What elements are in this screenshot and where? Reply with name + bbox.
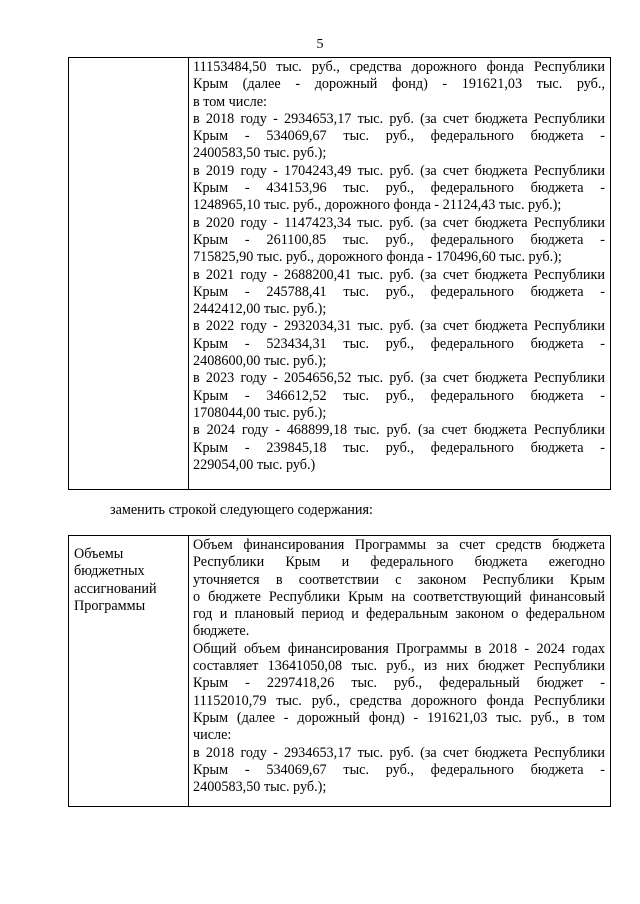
text-line: Крым - 261100,85 тыс. руб., федерального бюджета -: [193, 231, 605, 248]
text-line: Крым - 239845,18 тыс. руб., федерального бюджета -: [193, 439, 605, 456]
text-line: в 2022 году - 2932034,31 тыс. руб. (за счет бюджета Республики: [193, 318, 605, 335]
table-label-cell: [69, 536, 189, 807]
text-line: Крым - 534069,67 тыс. руб., федерального бюджета -: [193, 128, 605, 145]
replacement-intro-text: заменить строкой следующего содержания:: [110, 502, 373, 518]
text-line: о бюджете Республики Крым на соответствующий финансовый: [193, 588, 605, 605]
text-line: в 2021 году - 2688200,41 тыс. руб. (за счет бюджета Республики: [193, 266, 605, 283]
label-line: ассигнований: [74, 580, 157, 597]
text-line: в 2019 году - 1704243,49 тыс. руб. (за счет бюджета Республики: [193, 162, 605, 179]
text-line: 229054,00 тыс. руб.): [193, 456, 316, 473]
text-line: в 2023 году - 2054656,52 тыс. руб. (за счет бюджета Республики: [193, 370, 605, 387]
text-line: Крым - 346612,52 тыс. руб., федерального бюджета -: [193, 387, 605, 404]
text-line: 2442412,00 тыс. руб.);: [193, 301, 327, 318]
text-line: Крым - 434153,96 тыс. руб., федерального бюджета -: [193, 180, 605, 197]
text-line: Республики Крым и федерального бюджета ежегодно: [193, 554, 605, 571]
text-line: числе:: [193, 727, 232, 744]
table-label: [69, 536, 188, 615]
funding-text: [189, 58, 610, 474]
funding-table-new: [68, 535, 611, 807]
text-line: Крым (далее - дорожный фонд) - 191621,03 тыс. руб., в том: [193, 709, 605, 726]
table-row: [69, 536, 611, 807]
text-line: составляет 13641050,08 тыс. руб., из них бюджет Республики: [193, 658, 605, 675]
text-line: Крым - 245788,41 тыс. руб., федерального бюджета -: [193, 283, 605, 300]
text-line: Объем финансирования Программы за счет средств бюджета: [193, 537, 605, 553]
text-line: 11153484,50 тыс. руб., средства дорожного фонда Республики: [193, 59, 605, 75]
text-line: в 2018 году - 2934653,17 тыс. руб. (за счет бюджета Республики: [193, 110, 605, 127]
text-line: Крым - 2297418,26 тыс. руб., федеральный бюджет -: [193, 675, 605, 692]
funding-text: [189, 536, 610, 796]
label-line: Объемы: [74, 546, 124, 562]
table-label-cell: [69, 58, 189, 490]
text-line: в том числе:: [193, 93, 267, 110]
text-line: 1248965,10 тыс. руб., дорожного фонда - 21124,43 тыс. руб.);: [193, 197, 562, 214]
text-line: бюджете.: [193, 623, 250, 640]
text-line: 2400583,50 тыс. руб.);: [193, 145, 327, 162]
label-line: бюджетных: [74, 563, 145, 580]
table-row: [69, 58, 611, 490]
text-line: 715825,90 тыс. руб., дорожного фонда - 170496,60 тыс. руб.);: [193, 249, 562, 266]
text-line: Крым - 534069,67 тыс. руб., федерального бюджета -: [193, 761, 605, 778]
page-number: 5: [316, 37, 324, 52]
text-line: Общий объем финансирования Программы в 2018 - 2024 годах: [193, 640, 605, 657]
table-label: [69, 58, 188, 68]
text-line: 2400583,50 тыс. руб.);: [193, 779, 327, 796]
text-line: в 2020 году - 1147423,34 тыс. руб. (за счет бюджета Республики: [193, 214, 605, 231]
text-line: 2408600,00 тыс. руб.);: [193, 353, 327, 370]
text-line: в 2024 году - 468899,18 тыс. руб. (за счет бюджета Республики: [193, 422, 605, 439]
text-line: 1708044,00 тыс. руб.);: [193, 404, 327, 421]
text-line: Крым (далее - дорожный фонд) - 191621,03 тыс. руб.,: [193, 76, 605, 93]
text-line: уточняется в соответствии с законом Республики Крым: [193, 571, 605, 588]
table-content-cell: [189, 58, 611, 490]
text-line: Крым - 523434,31 тыс. руб., федерального бюджета -: [193, 335, 605, 352]
text-line: год и плановый период и федеральным законом о федеральном: [193, 606, 605, 623]
table-content-cell: [189, 536, 611, 807]
funding-table-old: [68, 57, 611, 490]
text-line: в 2018 году - 2934653,17 тыс. руб. (за счет бюджета Республики: [193, 744, 605, 761]
label-line: Программы: [74, 597, 146, 614]
text-line: 11152010,79 тыс. руб., средства дорожного фонда Республики: [193, 692, 605, 709]
